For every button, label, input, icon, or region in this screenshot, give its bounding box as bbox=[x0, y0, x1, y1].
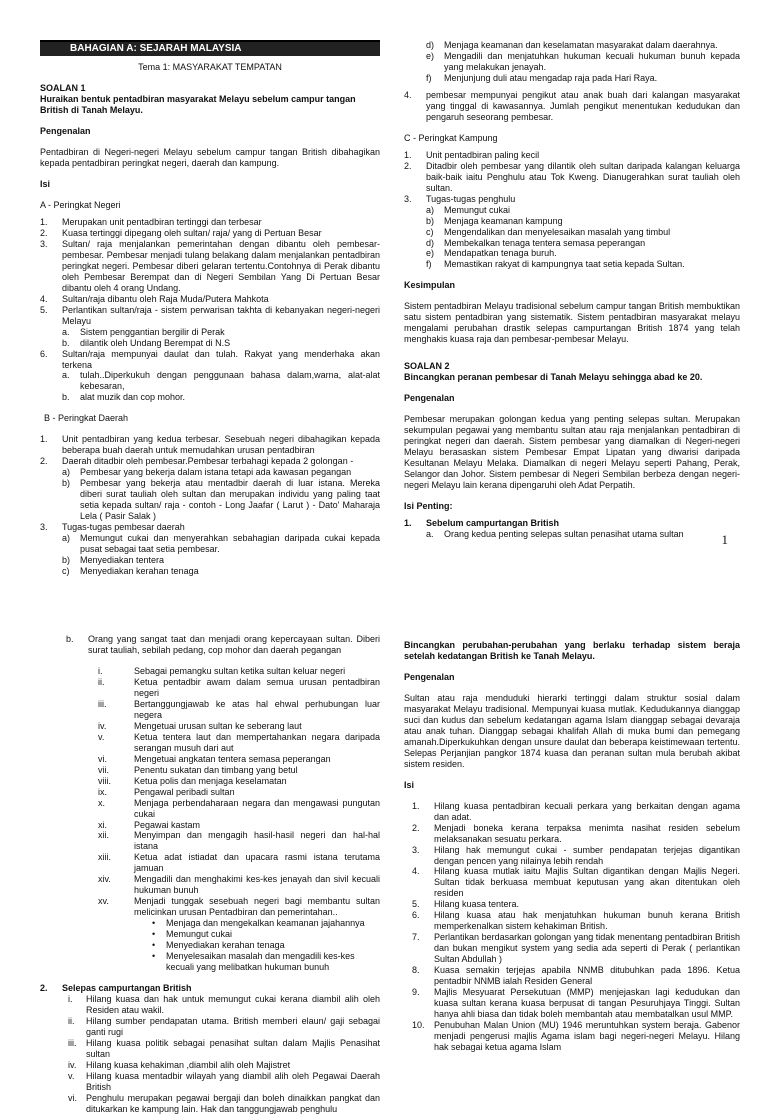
bullet-item: • Menjaga dan mengekalkan keamanan jajahannya bbox=[152, 918, 365, 929]
list-item: 5. Perlantikan sultan/raja - sistem perwarisan takhta di kebanyakan negeri-negeri Melayu bbox=[40, 304, 380, 326]
subsection-heading: B - Peringkat Daerah bbox=[44, 413, 129, 424]
list-subitem: c) Menyediakan kerahan tenaga bbox=[62, 565, 199, 576]
list-subitem: d) Menjaga keamanan dan keselamatan masyarakat dalam daerahnya. bbox=[426, 40, 718, 50]
list-item: 5. Hilang kuasa tentera. bbox=[412, 899, 520, 910]
list-subitem: b) Pembesar yang bekerja atau mentadbir daerah di luar istana. Mereka diberi surat tauliah oleh sultan dan merupakan individu yang paling taat setia kepada sultan/ raja - contoh - Long Jaafar ( Larut ) - Dato' Maharaja Lela ( Pasir Salak ) bbox=[62, 478, 380, 522]
roman-item: xiii. Ketua adat istiadat dan upacara rasmi istana terutama jamuan bbox=[98, 852, 380, 874]
subsection-heading: A - Peringkat Negeri bbox=[40, 199, 121, 210]
roman-item: x. Menjaga perbendaharaan negara dan mengawasi pungutan cukai bbox=[98, 797, 380, 819]
roman-item: iv. Mengetuai urusan sultan ke seberang laut bbox=[98, 720, 302, 731]
list-item: 3. Hilang hak memungut cukai - sumber pendapatan terjejas digantikan dengan pencen yang nilainya lebih rendah bbox=[412, 844, 740, 866]
roman-item: v. Ketua tentera laut dan mempertahankan negara daripada serangan musuh dari aut bbox=[98, 731, 380, 753]
list-item: 4. Hilang kuasa mutlak iaitu Majlis Sultan digantikan dengan Majlis Negeri. Sultan tidak berkuasa membuat keputusan yang akan ditentukan oleh residen bbox=[412, 866, 740, 899]
list-item: 10. Penubuhan Malan Union (MU) 1946 meruntuhkan system beraja. Gabenor menjadi pengerusi majlis Agama islam bagi negeri-negeri Melayu. Hilang hak sebagai ketua agama Islam bbox=[412, 1020, 740, 1052]
bullet-item: • Menyediakan kerahan tenaga bbox=[152, 940, 285, 951]
roman-item: xv. Menjadi tunggak sesebuah negeri bagi membantu sultan melicinkan urusan Pentadbiran dan pemerintahan.. bbox=[98, 896, 380, 918]
list-item: 1. Unit pentadbiran paling kecil bbox=[404, 149, 540, 160]
roman-item: iii. Bertanggungjawab ke atas hal ehwal perhubungan luar negera bbox=[98, 698, 380, 720]
page2-left-column bbox=[40, 634, 380, 1115]
list-subitem: b. alat muzik dan cop mohor. bbox=[62, 392, 186, 403]
roman-item: vi. Mengetuai angkatan tentera semasa peperangan bbox=[98, 753, 331, 764]
list-subitem: iii. Hilang kuasa politik sebagai penasihat sultan dalam Majlis Penasihat sultan bbox=[68, 1037, 380, 1059]
question-text: Huraikan bentuk pentadbiran masyarakat Melayu sebelum campur tangan British di Tanah Melayu. bbox=[40, 94, 356, 116]
roman-item: ii. Ketua pentadbir awam dalam semua urusan pentadbiran negeri bbox=[98, 676, 380, 698]
roman-item: ix. Pengawal peribadi sultan bbox=[98, 786, 235, 797]
list-subitem: vi. Penghulu merupakan pegawai bergaji dan boleh dinaikkan pangkat dan ditukarkan ke kampung lain. Hak dan tanggungjawab penghulu bbox=[68, 1092, 380, 1114]
section-heading: Isi bbox=[404, 779, 415, 790]
theme-title: Tema 1: MASYARAKAT TEMPATAN bbox=[138, 62, 282, 73]
list-subitem: b) Menjaga keamanan kampung bbox=[426, 215, 563, 226]
list-item: 2. Kuasa tertinggi dipegang oleh sultan/ raja/ yang di Pertuan Besar bbox=[40, 227, 322, 238]
page-number: 1 bbox=[721, 532, 728, 547]
list-item: 1. Unit pentadbiran yang kedua terbesar. Sesebuah negeri dibahagikan kepada beberapa buah daerah untuk memudahkan urusan pentadbiran bbox=[40, 434, 380, 456]
intro-paragraph: Pentadbiran di Negeri-negeri Melayu sebelum campur tangan British dibahagikan kepada pentadbiran peringkat negeri, daerah dan kampung. bbox=[40, 147, 380, 168]
bullet-item: • Menyelesaikan masalah dan mengadili kes-kes kecuali yang melibatkan hukuman bunuh bbox=[152, 951, 355, 973]
list-subitem: a) Pembesar yang bekerja dalam istana tetapi ada kawasan pegangan bbox=[62, 467, 352, 478]
page1-left-column bbox=[40, 40, 380, 577]
list-item: 8. Kuasa semakin terjejas apabila NNMB ditubuhkan pada 1896. Ketua pentadbir NNMB ialah Residen General bbox=[412, 965, 740, 987]
list-item: 4. pembesar mempunyai pengikut atau anak buah dari kalangan masyarakat yang tinggal di kawasannya. Jumlah pengikut menentukan kedudukan dan pengaruh seseorang pembesar. bbox=[404, 89, 740, 122]
list-subitem: d) Membekalkan tenaga tentera semasa peperangan bbox=[426, 237, 646, 248]
conclusion-paragraph: Sistem pentadbiran Melayu tradisional sebelum campur tangan British membuktikan satu sistem pentadbiran yang sistematik. Sistem pentadbiran masyarakat melayu mengalami perubahan drastik selepas campurtangan British 1874 yang telah menghakis kuasa raja dan pembesar-pembesar Melayu. bbox=[404, 301, 740, 345]
question-label: SOALAN 2 bbox=[404, 361, 450, 372]
list-subitem: e) Mengadili dan menjatuhkan hukuman kecuali hukuman bunuh kepada yang melakukan jenayah. bbox=[426, 50, 740, 72]
list-subitem: iv. Hilang kuasa kehakiman ,diambil alih oleh Majistret bbox=[68, 1059, 291, 1070]
roman-item: xii. Menyimpan dan mengagih hasil-hasil negeri dan hal-hal istana bbox=[98, 830, 380, 852]
list-item: 3. Tugas-tugas pembesar daerah bbox=[40, 522, 185, 533]
list-item: 9. Majlis Mesyuarat Persekutuan (MMP) menjejaskan lagi kedudukan dan kuasa sultan kerana kuasa berpusat di tangan Pesuruhjaya Tinggi. Sultan hanya ahli biasa dan tidak boleh membantah atau membatalkan usul MMP. bbox=[412, 987, 740, 1020]
list-item: 3. Tugas-tugas penghulu bbox=[404, 193, 516, 204]
list-subitem: v. Hilang kuasa mentadbir wilayah yang diambil alih oleh Pegawai Daerah British bbox=[68, 1070, 380, 1092]
list-subitem: f) Menjunjung duli atau mengadap raja pada Hari Raya. bbox=[426, 72, 658, 83]
list-subitem: b) Menyediakan tentera bbox=[62, 555, 165, 565]
list-item: 6. Sultan/raja mempunyai daulat dan tulah. Rakyat yang menderhaka akan terkena bbox=[40, 348, 380, 370]
list-item: b. Orang yang sangat taat dan menjadi orang kepercayaan sultan. Diberi surat tauliah, sebilah pedang, cop mohor dan daerah pegangan bbox=[66, 634, 380, 655]
list-item: 1. Hilang kuasa pentadbiran kecuali perkara yang berkaitan dengan agama dan adat. bbox=[412, 800, 740, 822]
list-item: 6. Hilang kuasa atau hak menjatuhkan hukuman bunuh kerana British memperkenalkan sistem kehakiman British. bbox=[412, 910, 740, 932]
list-subitem: a. Sistem penggantian bergilir di Perak bbox=[62, 326, 225, 337]
section-heading: Kesimpulan bbox=[404, 280, 456, 291]
list-item: 2. Ditadbir oleh pembesar yang dilantik oleh sultan daripada kalangan keluarga baik-baik iaitu Penghulu atau Tok Kweng. Dianugerahkan surat tauliah oleh sultan. bbox=[404, 160, 740, 193]
list-item: 1. Sebelum campurtangan British bbox=[404, 517, 560, 528]
list-subitem: b. dilantik oleh Undang Berempat di N.S bbox=[62, 337, 231, 348]
list-item: 2. Daerah ditadbir oleh pembesar.Pembesar terbahagi kepada 2 golongan - bbox=[40, 456, 354, 467]
roman-item: xiv. Mengadili dan menghakimi kes-kes jenayah dan sivil kecuali hukuman bunuh bbox=[98, 874, 380, 896]
roman-item: viii. Ketua polis dan menjaga keselamatan bbox=[98, 775, 287, 786]
intro-paragraph: Pembesar merupakan golongan kedua yang penting selepas sultan. Merupakan sekumpulan pegawai yang membantu sultan atau raja menjalankan pentadbiran di peringkat negeri dan daerah. Sistem pembesar yang diamalkan di Negeri-negeri Melayu berasaskan sistem Pembesar Empat Lipatan yang diwarisi daripada Kesultanan Melayu Melaka. Diamalkan di negeri Melayu seperti Pahang, Perak, Selangor dan Johor. Sistem pembesar di Negeri Sembilan berbeza dengan negeri-negeri Melayu lain kerana dipengaruhi oleh Adat Perpatih. bbox=[404, 414, 740, 490]
question-text: Bincangkan perubahan-perubahan yang berlaku terhadap sistem beraja setelah kedatangan British ke Tanah Melayu. bbox=[404, 640, 740, 661]
section-heading: Pengenalan bbox=[404, 393, 455, 404]
question-text: Bincangkan peranan pembesar di Tanah Melayu sehingga abad ke 20. bbox=[404, 372, 703, 383]
roman-item: i. Sebagai pemangku sultan ketika sultan keluar negeri bbox=[98, 665, 346, 676]
list-subitem: a) Memungut cukai bbox=[426, 204, 511, 215]
list-subitem: a. tulah..Diperkukuh dengan penggunaan bahasa dalam,warna, alat-alat kebesaran, bbox=[62, 370, 380, 392]
section-banner: BAHAGIAN A: SEJARAH MALAYSIA bbox=[40, 40, 380, 56]
subsection-heading: C - Peringkat Kampung bbox=[404, 132, 498, 143]
bullet-item: • Memungut cukai bbox=[152, 929, 233, 940]
list-subitem: a) Memungut cukai dan menyerahkan sebahagian daripada cukai kepada pusat sebagai taat setia pembesar. bbox=[62, 533, 380, 555]
section-heading: Pengenalan bbox=[404, 671, 455, 682]
list-subitem: i. Hilang kuasa dan hak untuk memungut cukai kerana diambil alih oleh Residen atau wakil. bbox=[68, 994, 380, 1015]
list-item: 1. Merupakan unit pentadbiran tertinggi dan terbesar bbox=[40, 216, 262, 227]
roman-item: xi. Pegawai kastam bbox=[98, 819, 201, 830]
list-item: 3. Sultan/ raja menjalankan pemerintahan dengan dibantu oleh pembesar-pembesar. Pembesar menjadi tulang belakang dalam menjalankan pentadbiran peringkat negeri. Pembesar diberi gelaran tertentu.Contohnya di Perak dibantu oleh Pembesar Berempat dan di Negeri Sembilan Yang Di Pertuan Besar dibantu oleh 4 orang Undang. bbox=[40, 238, 380, 293]
list-item: 2. Selepas campurtangan British bbox=[40, 983, 192, 994]
list-subitem: c) Mengendalikan dan menyelesaikan masalah yang timbul bbox=[426, 226, 671, 237]
section-heading: Pengenalan bbox=[40, 126, 91, 137]
roman-item: vii. Penentu sukatan dan timbang yang betul bbox=[98, 764, 298, 775]
list-subitem: a. Orang kedua penting selepas sultan penasihat utama sultan bbox=[426, 528, 684, 539]
section-heading: Isi bbox=[40, 178, 51, 189]
page1-right-column bbox=[404, 40, 740, 540]
list-item: 4. Sultan/raja dibantu oleh Raja Muda/Putera Mahkota bbox=[40, 293, 269, 304]
list-subitem: f) Memastikan rakyat di kampungnya taat setia kepada Sultan. bbox=[426, 259, 685, 270]
intro-paragraph: Sultan atau raja menduduki hierarki tertinggi dalam struktur sosial dalam masyarakat Melayu tradisional. Mempunyai kuasa mutlak. Kedudukannya dianggap suci dan kudus dan sebelum kedatangan agama Islam dianggap sebagai devaraja atau anak tuhan. Dianggap sebagai khalifah Allah di muka bumi dan pemegang amanah.Diperkukuhkan dengan unsure daulat dan beberapa keistimewaan tertentu. Selepas Perjanjian pangkor 1874 kuasa dan peranan sultan mula berubah akibat sistem residen. bbox=[404, 692, 740, 769]
section-heading: Isi Penting: bbox=[404, 500, 453, 511]
list-item: 7. Perlantikan berdasarkan golongan yang tidak menentang pentadbiran British dan bukan mengikut system yang sedia ada seperti di Perak ( perlantikan Sultan Abdullah ) bbox=[412, 932, 740, 965]
page2-right-column bbox=[404, 640, 740, 1053]
question-label: SOALAN 1 bbox=[40, 83, 86, 94]
list-item: 2. Menjadi boneka kerana terpaksa menimta nasihat residen sebelum melaksanakan sesuatu perkara. bbox=[412, 822, 740, 844]
list-subitem: e) Mendapatkan tenaga buruh. bbox=[426, 248, 557, 259]
list-subitem: ii. Hilang sumber pendapatan utama. British memberi elaun/ gaji sebagai ganti rugi bbox=[68, 1015, 380, 1037]
